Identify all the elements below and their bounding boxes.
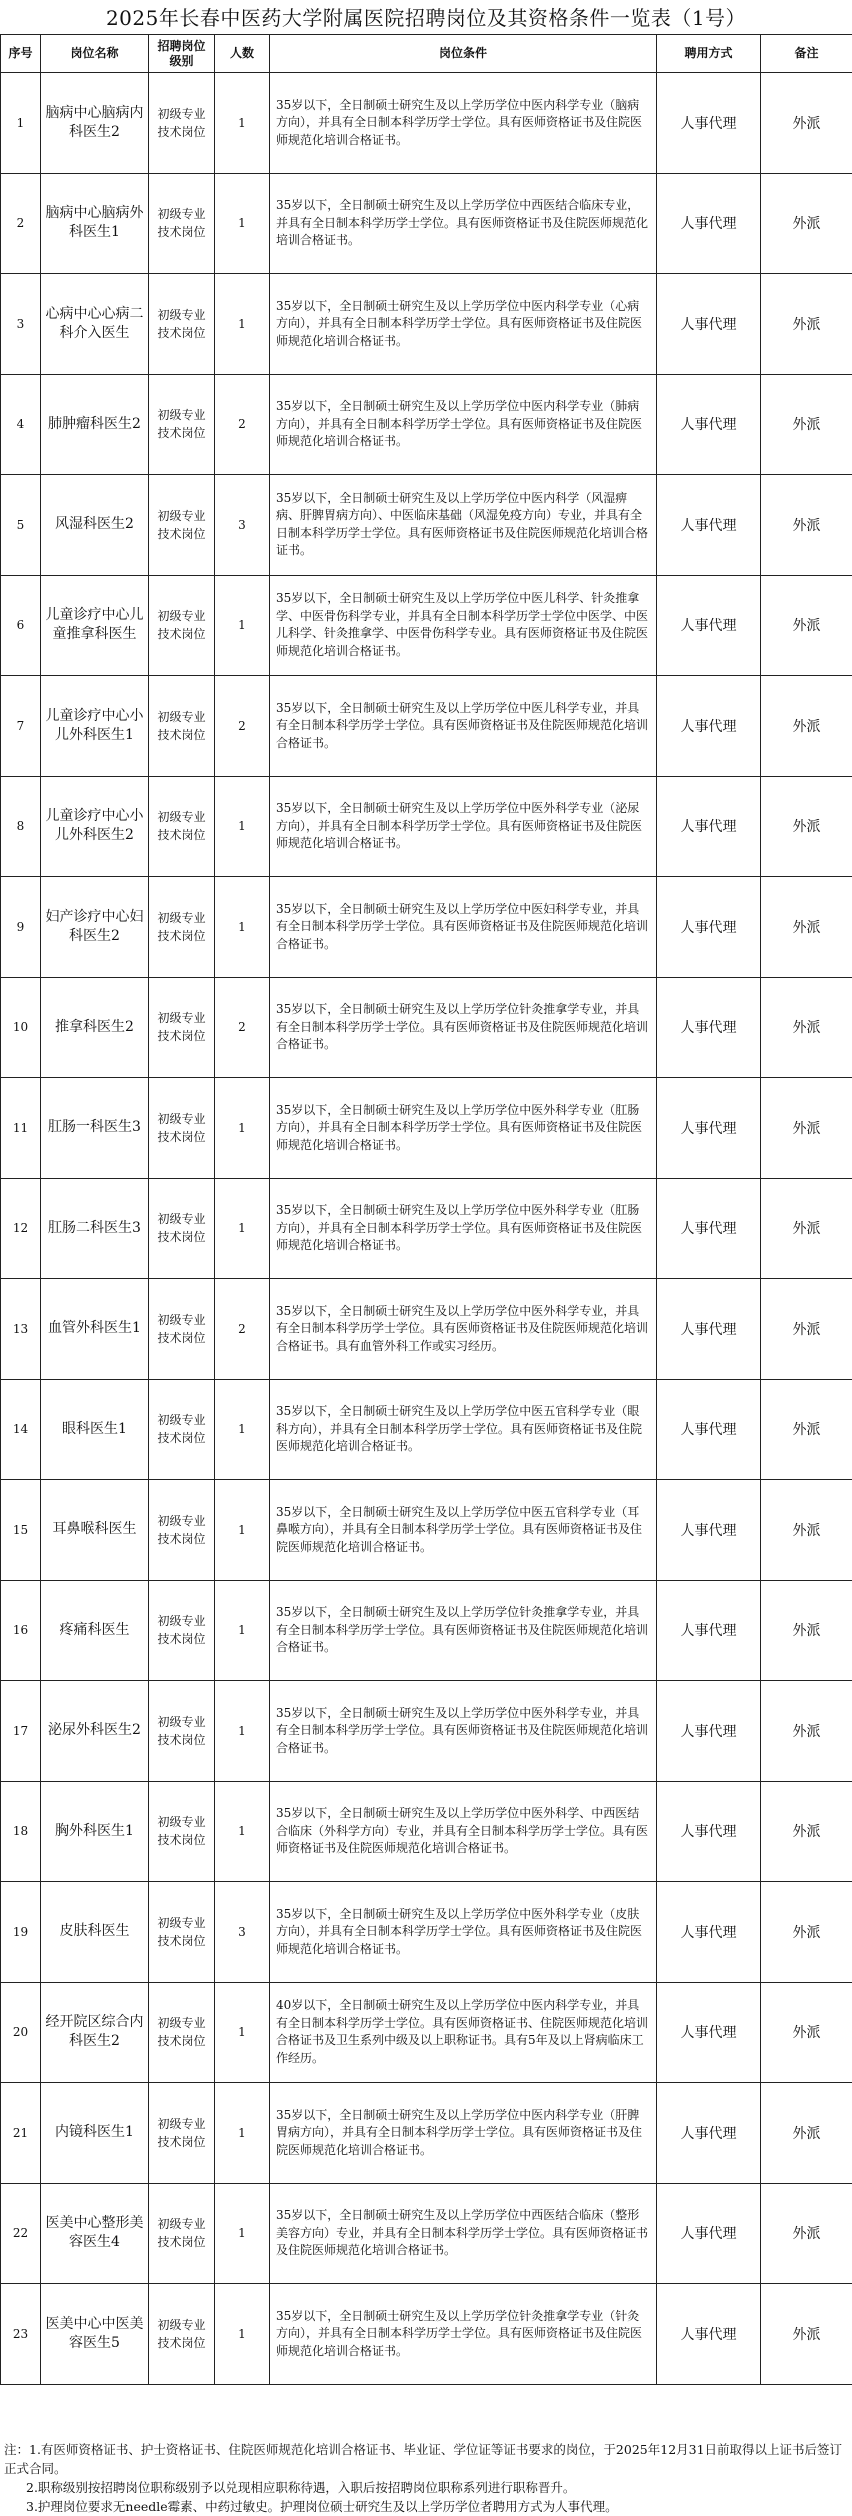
cell-count: 1 [215,877,270,978]
cell-level: 初级专业技术岗位 [149,1279,215,1380]
cell-conditions: 35岁以下，全日制硕士研究生及以上学历学位中医五官科学专业（耳鼻喉方向），并具有全日制本科学历学士学位。具有医师资格证书及住院医师规范化培训合格证书。 [270,1480,657,1581]
cell-method: 人事代理 [657,1580,761,1681]
table-row [1,274,852,375]
table-body [1,73,852,2385]
cell-no: 1 [1,73,41,174]
cell-count: 1 [215,776,270,877]
cell-method: 人事代理 [657,475,761,576]
cell-no: 21 [1,2083,41,2184]
cell-no: 10 [1,977,41,1078]
cell-no: 22 [1,2183,41,2284]
cell-remark: 外派 [761,977,852,1078]
cell-remark: 外派 [761,1178,852,1279]
cell-count: 2 [215,676,270,777]
cell-method: 人事代理 [657,676,761,777]
cell-remark: 外派 [761,1279,852,1380]
header-no: 序号 [1,35,41,73]
cell-level: 初级专业技术岗位 [149,1078,215,1179]
table-row [1,173,852,274]
footnote-1: 注：1.有医师资格证书、护士资格证书、住院医师规范化培训合格证书、毕业证、学位证等证书要求的岗位，于2025年12月31日前取得以上证书后签订正式合同。 [4,2440,848,2478]
header-level: 招聘岗位级别 [149,35,215,73]
cell-level: 初级专业技术岗位 [149,1178,215,1279]
cell-method: 人事代理 [657,1379,761,1480]
cell-method: 人事代理 [657,1178,761,1279]
cell-no: 11 [1,1078,41,1179]
table-row [1,1580,852,1681]
cell-method: 人事代理 [657,73,761,174]
cell-count: 1 [215,73,270,174]
cell-method: 人事代理 [657,274,761,375]
header-count: 人数 [215,35,270,73]
cell-post-name: 肺肿瘤科医生2 [41,374,149,475]
cell-count: 1 [215,1681,270,1782]
cell-no: 8 [1,776,41,877]
cell-post-name: 肛肠一科医生3 [41,1078,149,1179]
cell-level: 初级专业技术岗位 [149,274,215,375]
footnotes [4,2440,848,2516]
cell-conditions: 35岁以下，全日制硕士研究生及以上学历学位中医五官科学专业（眼科方向），并具有全日制本科学历学士学位。具有医师资格证书及住院医师规范化培训合格证书。 [270,1379,657,1480]
recruitment-table [0,34,852,2385]
cell-no: 17 [1,1681,41,1782]
cell-conditions: 35岁以下，全日制硕士研究生及以上学历学位中医外科学专业（泌尿方向），并具有全日制本科学历学士学位。具有医师资格证书及住院医师规范化培训合格证书。 [270,776,657,877]
cell-method: 人事代理 [657,2284,761,2385]
table-row [1,1882,852,1983]
cell-post-name: 推拿科医生2 [41,977,149,1078]
cell-no: 14 [1,1379,41,1480]
table-row [1,73,852,174]
cell-level: 初级专业技术岗位 [149,676,215,777]
cell-no: 19 [1,1882,41,1983]
cell-level: 初级专业技术岗位 [149,2083,215,2184]
cell-conditions: 35岁以下，全日制硕士研究生及以上学历学位中医内科学专业（肺病方向），并具有全日制本科学历学士学位。具有医师资格证书及住院医师规范化培训合格证书。 [270,374,657,475]
cell-conditions: 35岁以下，全日制硕士研究生及以上学历学位中西医结合临床（整形美容方向）专业，并具有全日制本科学历学士学位。具有医师资格证书及住院医师规范化培训合格证书。 [270,2183,657,2284]
cell-post-name: 脑病中心脑病内科医生2 [41,73,149,174]
table-row [1,1078,852,1179]
cell-level: 初级专业技术岗位 [149,1580,215,1681]
page-title: 2025年长春中医药大学附属医院招聘岗位及其资格条件一览表（1号） [0,2,852,34]
cell-method: 人事代理 [657,776,761,877]
header-post-name: 岗位名称 [41,35,149,73]
cell-post-name: 心病中心心病二科介入医生 [41,274,149,375]
cell-no: 18 [1,1781,41,1882]
cell-post-name: 肛肠二科医生3 [41,1178,149,1279]
cell-count: 1 [215,1178,270,1279]
cell-post-name: 皮肤科医生 [41,1882,149,1983]
cell-count: 1 [215,1379,270,1480]
cell-level: 初级专业技术岗位 [149,73,215,174]
cell-remark: 外派 [761,374,852,475]
cell-level: 初级专业技术岗位 [149,575,215,676]
cell-count: 3 [215,1882,270,1983]
cell-count: 1 [215,2083,270,2184]
cell-level: 初级专业技术岗位 [149,2284,215,2385]
cell-remark: 外派 [761,73,852,174]
cell-method: 人事代理 [657,1781,761,1882]
cell-count: 1 [215,2183,270,2284]
cell-level: 初级专业技术岗位 [149,1882,215,1983]
cell-no: 4 [1,374,41,475]
cell-post-name: 风湿科医生2 [41,475,149,576]
cell-remark: 外派 [761,1781,852,1882]
cell-post-name: 疼痛科医生 [41,1580,149,1681]
cell-post-name: 儿童诊疗中心儿童推拿科医生 [41,575,149,676]
cell-remark: 外派 [761,1982,852,2083]
cell-no: 9 [1,877,41,978]
table-row [1,776,852,877]
cell-no: 6 [1,575,41,676]
cell-no: 3 [1,274,41,375]
cell-no: 20 [1,1982,41,2083]
table-row [1,1781,852,1882]
cell-remark: 外派 [761,475,852,576]
cell-level: 初级专业技术岗位 [149,374,215,475]
table-row [1,1379,852,1480]
cell-method: 人事代理 [657,1279,761,1380]
cell-post-name: 耳鼻喉科医生 [41,1480,149,1581]
cell-no: 12 [1,1178,41,1279]
cell-conditions: 35岁以下，全日制硕士研究生及以上学历学位中医外科学专业，并具有全日制本科学历学士学位。具有医师资格证书及住院医师规范化培训合格证书。 [270,1681,657,1782]
cell-level: 初级专业技术岗位 [149,977,215,1078]
cell-method: 人事代理 [657,2183,761,2284]
cell-count: 1 [215,1480,270,1581]
cell-post-name: 泌尿外科医生2 [41,1681,149,1782]
header-remark: 备注 [761,35,852,73]
cell-level: 初级专业技术岗位 [149,2183,215,2284]
cell-level: 初级专业技术岗位 [149,1379,215,1480]
cell-conditions: 35岁以下，全日制硕士研究生及以上学历学位中医外科学专业（肛肠方向），并具有全日制本科学历学士学位。具有医师资格证书及住院医师规范化培训合格证书。 [270,1078,657,1179]
cell-post-name: 儿童诊疗中心小儿外科医生1 [41,676,149,777]
cell-conditions: 40岁以下，全日制硕士研究生及以上学历学位中医内科学专业，并具有全日制本科学历学士学位。具有医师资格证书、住院医师规范化培训合格证书及卫生系列中级及以上职称证书。具有5年及以上肾病临床工作经历。 [270,1982,657,2083]
cell-remark: 外派 [761,2284,852,2385]
table-row [1,1178,852,1279]
header-method: 聘用方式 [657,35,761,73]
table-header-row [1,35,852,73]
cell-remark: 外派 [761,2183,852,2284]
table-row [1,1279,852,1380]
cell-count: 2 [215,977,270,1078]
cell-level: 初级专业技术岗位 [149,173,215,274]
table-row [1,575,852,676]
cell-remark: 外派 [761,575,852,676]
cell-conditions: 35岁以下，全日制硕士研究生及以上学历学位中医儿科学、针灸推拿学、中医骨伤科学专业，并具有全日制本科学历学士学位中医学、中医儿科学、针灸推拿学、中医骨伤科学专业。具有医师资格证书及住院医师规范化培训合格证书。 [270,575,657,676]
cell-level: 初级专业技术岗位 [149,776,215,877]
cell-remark: 外派 [761,1681,852,1782]
cell-method: 人事代理 [657,2083,761,2184]
cell-post-name: 胸外科医生1 [41,1781,149,1882]
cell-count: 1 [215,173,270,274]
cell-method: 人事代理 [657,575,761,676]
table-row [1,2083,852,2184]
cell-count: 1 [215,1781,270,1882]
cell-conditions: 35岁以下，全日制硕士研究生及以上学历学位中西医结合临床专业，并具有全日制本科学历学士学位。具有医师资格证书及住院医师规范化培训合格证书。 [270,173,657,274]
cell-conditions: 35岁以下，全日制硕士研究生及以上学历学位中医妇科学专业，并具有全日制本科学历学士学位。具有医师资格证书及住院医师规范化培训合格证书。 [270,877,657,978]
cell-post-name: 脑病中心脑病外科医生1 [41,173,149,274]
table-row [1,374,852,475]
table-row [1,1982,852,2083]
cell-post-name: 医美中心中医美容医生5 [41,2284,149,2385]
cell-no: 5 [1,475,41,576]
cell-remark: 外派 [761,676,852,777]
cell-level: 初级专业技术岗位 [149,877,215,978]
cell-count: 1 [215,575,270,676]
cell-remark: 外派 [761,1078,852,1179]
cell-method: 人事代理 [657,1681,761,1782]
table-row [1,1480,852,1581]
cell-method: 人事代理 [657,173,761,274]
cell-conditions: 35岁以下，全日制硕士研究生及以上学历学位中医外科学、中西医结合临床（外科学方向）专业，并具有全日制本科学历学士学位。具有医师资格证书及住院医师规范化培训合格证书。 [270,1781,657,1882]
cell-post-name: 儿童诊疗中心小儿外科医生2 [41,776,149,877]
cell-no: 13 [1,1279,41,1380]
cell-conditions: 35岁以下，全日制硕士研究生及以上学历学位中医内科学（风湿痹病、肝脾胃病方向）、中医临床基础（风湿免疫方向）专业，并具有全日制本科学历学士学位。具有医师资格证书及住院医师规范化培训合格证书。 [270,475,657,576]
cell-post-name: 血管外科医生1 [41,1279,149,1380]
cell-count: 1 [215,274,270,375]
cell-conditions: 35岁以下，全日制硕士研究生及以上学历学位中医外科学专业（皮肤方向），并具有全日制本科学历学士学位。具有医师资格证书及住院医师规范化培训合格证书。 [270,1882,657,1983]
cell-count: 1 [215,1580,270,1681]
cell-remark: 外派 [761,1882,852,1983]
cell-conditions: 35岁以下，全日制硕士研究生及以上学历学位针灸推拿学专业，并具有全日制本科学历学士学位。具有医师资格证书及住院医师规范化培训合格证书。 [270,977,657,1078]
table-row [1,2284,852,2385]
cell-post-name: 经开院区综合内科医生2 [41,1982,149,2083]
cell-conditions: 35岁以下，全日制硕士研究生及以上学历学位中医内科学专业（肝脾胃病方向），并具有全日制本科学历学士学位。具有医师资格证书及住院医师规范化培训合格证书。 [270,2083,657,2184]
cell-remark: 外派 [761,274,852,375]
cell-post-name: 医美中心整形美容医生4 [41,2183,149,2284]
cell-conditions: 35岁以下，全日制硕士研究生及以上学历学位中医外科学专业（肛肠方向），并具有全日制本科学历学士学位。具有医师资格证书及住院医师规范化培训合格证书。 [270,1178,657,1279]
cell-no: 7 [1,676,41,777]
cell-no: 23 [1,2284,41,2385]
cell-conditions: 35岁以下，全日制硕士研究生及以上学历学位中医外科学专业，并具有全日制本科学历学士学位。具有医师资格证书及住院医师规范化培训合格证书。具有血管外科工作或实习经历。 [270,1279,657,1380]
cell-method: 人事代理 [657,877,761,978]
table-row [1,1681,852,1782]
cell-method: 人事代理 [657,1078,761,1179]
cell-no: 15 [1,1480,41,1581]
cell-count: 1 [215,2284,270,2385]
cell-remark: 外派 [761,776,852,877]
cell-count: 3 [215,475,270,576]
footnote-3: 3.护理岗位要求无needle霉素、中药过敏史。护理岗位硕士研究生及以上学历学位者聘用方式为人事代理。 [4,2497,848,2516]
cell-level: 初级专业技术岗位 [149,1681,215,1782]
cell-no: 2 [1,173,41,274]
cell-level: 初级专业技术岗位 [149,1480,215,1581]
cell-post-name: 眼科医生1 [41,1379,149,1480]
cell-no: 16 [1,1580,41,1681]
cell-remark: 外派 [761,877,852,978]
cell-conditions: 35岁以下，全日制硕士研究生及以上学历学位中医内科学专业（脑病方向），并具有全日制本科学历学士学位。具有医师资格证书及住院医师规范化培训合格证书。 [270,73,657,174]
cell-level: 初级专业技术岗位 [149,1781,215,1882]
cell-method: 人事代理 [657,977,761,1078]
table-row [1,877,852,978]
header-conditions: 岗位条件 [270,35,657,73]
cell-remark: 外派 [761,2083,852,2184]
cell-remark: 外派 [761,1580,852,1681]
cell-conditions: 35岁以下，全日制硕士研究生及以上学历学位中医儿科学专业，并具有全日制本科学历学士学位。具有医师资格证书及住院医师规范化培训合格证书。 [270,676,657,777]
cell-level: 初级专业技术岗位 [149,1982,215,2083]
cell-conditions: 35岁以下，全日制硕士研究生及以上学历学位中医内科学专业（心病方向），并具有全日制本科学历学士学位。具有医师资格证书及住院医师规范化培训合格证书。 [270,274,657,375]
cell-conditions: 35岁以下，全日制硕士研究生及以上学历学位针灸推拿学专业，并具有全日制本科学历学士学位。具有医师资格证书及住院医师规范化培训合格证书。 [270,1580,657,1681]
cell-count: 1 [215,1078,270,1179]
cell-conditions: 35岁以下，全日制硕士研究生及以上学历学位针灸推拿学专业（针灸方向），并具有全日制本科学历学士学位。具有医师资格证书及住院医师规范化培训合格证书。 [270,2284,657,2385]
cell-remark: 外派 [761,1480,852,1581]
table-row [1,2183,852,2284]
table-row [1,977,852,1078]
cell-level: 初级专业技术岗位 [149,475,215,576]
table-row [1,475,852,576]
cell-remark: 外派 [761,1379,852,1480]
cell-post-name: 妇产诊疗中心妇科医生2 [41,877,149,978]
table-row [1,676,852,777]
cell-method: 人事代理 [657,374,761,475]
cell-count: 1 [215,1982,270,2083]
cell-remark: 外派 [761,173,852,274]
cell-count: 2 [215,1279,270,1380]
footnote-2: 2.职称级别按招聘岗位职称级别予以兑现相应职称待遇，入职后按招聘岗位职称系列进行职称晋升。 [4,2478,848,2497]
cell-method: 人事代理 [657,1882,761,1983]
cell-method: 人事代理 [657,1982,761,2083]
cell-method: 人事代理 [657,1480,761,1581]
cell-post-name: 内镜科医生1 [41,2083,149,2184]
recruitment-table-wrapper [0,34,852,2385]
cell-count: 2 [215,374,270,475]
